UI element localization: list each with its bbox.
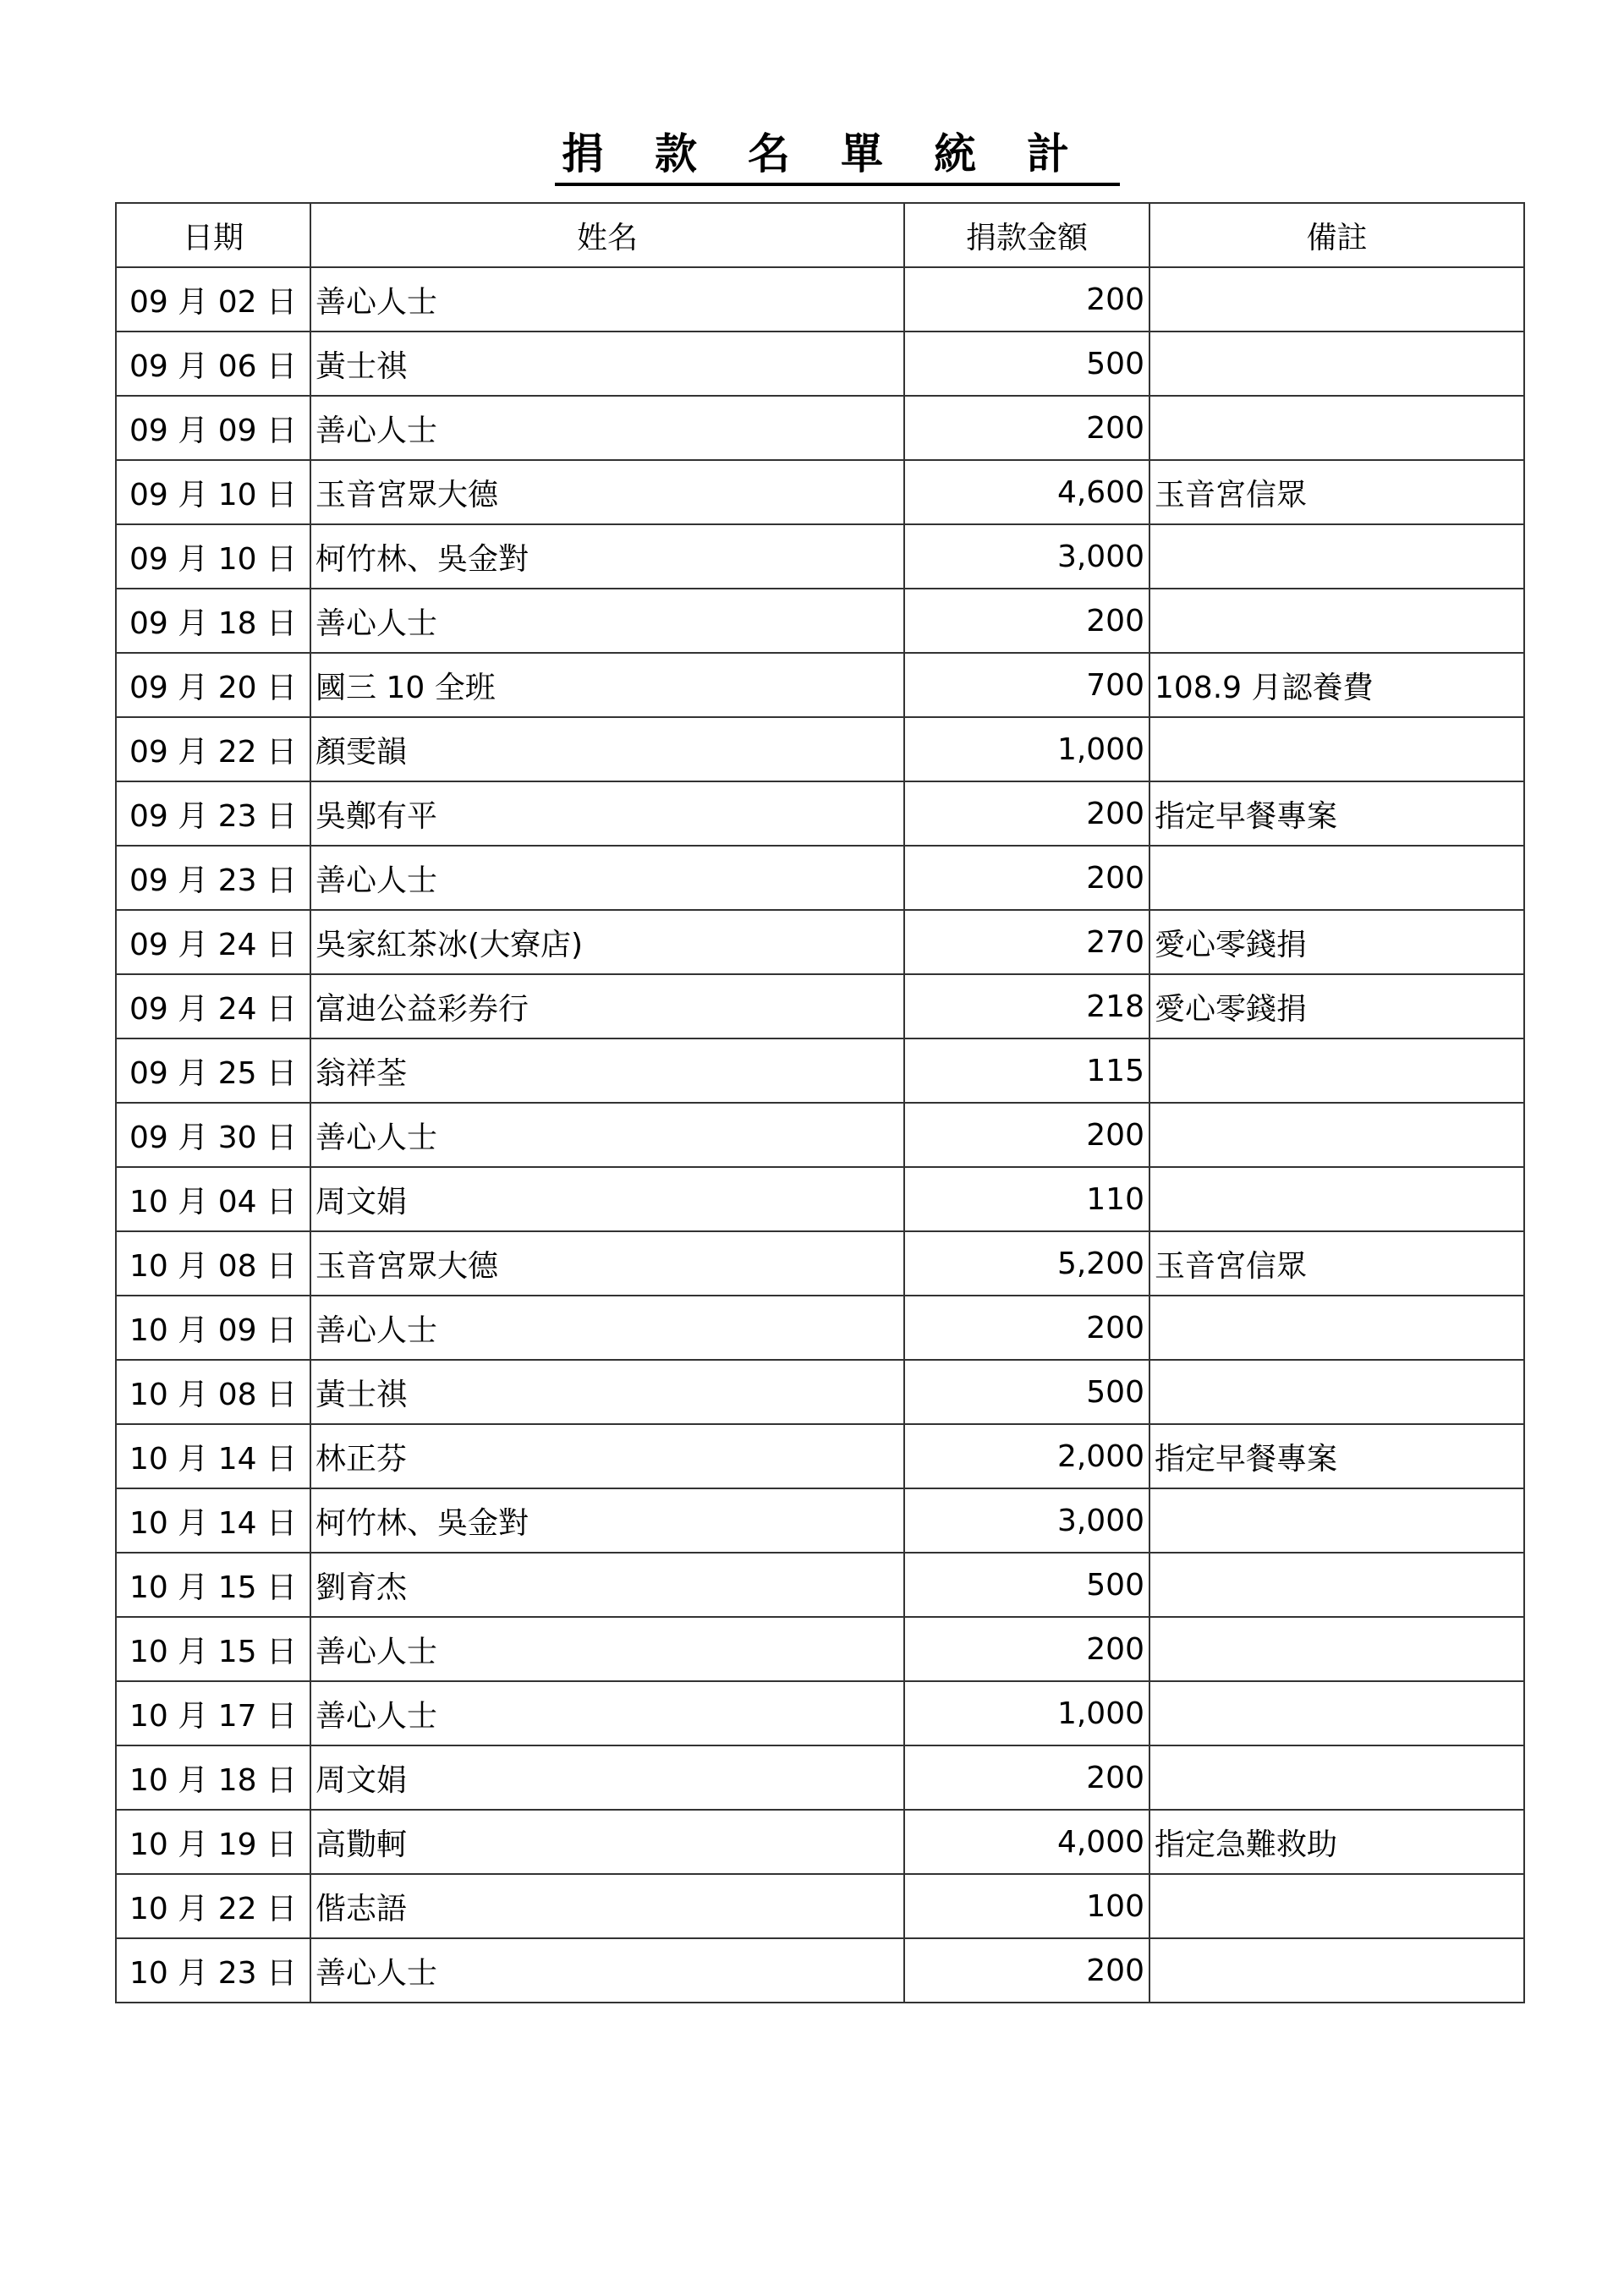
note-cell: 108.9 月認養費: [1149, 653, 1524, 717]
page-title: [0, 129, 1624, 186]
column-header-name: 姓名: [310, 203, 904, 267]
date-cell: 10 月 14 日: [116, 1488, 310, 1553]
amount-cell: 3,000: [904, 524, 1149, 589]
table-body: [116, 267, 1524, 2003]
date-cell: 10 月 08 日: [116, 1231, 310, 1296]
note-cell: [1149, 1938, 1524, 2003]
name-cell: 周文娟: [310, 1745, 904, 1810]
note-cell: 愛心零錢捐: [1149, 974, 1524, 1038]
date-cell: 10 月 22 日: [116, 1874, 310, 1938]
note-cell: 玉音宮信眾: [1149, 1231, 1524, 1296]
name-cell: 高勩軻: [310, 1810, 904, 1874]
amount-cell: 200: [904, 1745, 1149, 1810]
note-cell: 指定急難救助: [1149, 1810, 1524, 1874]
note-cell: [1149, 1874, 1524, 1938]
donation-table: [115, 202, 1525, 2003]
name-cell: 柯竹林、吳金對: [310, 1488, 904, 1553]
date-cell: 10 月 08 日: [116, 1360, 310, 1424]
amount-cell: 200: [904, 846, 1149, 910]
date-cell: 10 月 23 日: [116, 1938, 310, 2003]
note-cell: 指定早餐專案: [1149, 1424, 1524, 1488]
name-cell: 富迪公益彩券行: [310, 974, 904, 1038]
amount-cell: 200: [904, 1938, 1149, 2003]
name-cell: 善心人士: [310, 267, 904, 332]
note-cell: [1149, 1360, 1524, 1424]
table-row: [116, 1553, 1524, 1617]
note-cell: 指定早餐專案: [1149, 781, 1524, 846]
table-row: [116, 781, 1524, 846]
amount-cell: 115: [904, 1038, 1149, 1103]
date-cell: 09 月 30 日: [116, 1103, 310, 1167]
amount-cell: 4,600: [904, 460, 1149, 524]
note-cell: [1149, 524, 1524, 589]
date-cell: 09 月 02 日: [116, 267, 310, 332]
amount-cell: 500: [904, 1553, 1149, 1617]
name-cell: 善心人士: [310, 1103, 904, 1167]
note-cell: [1149, 1167, 1524, 1231]
date-cell: 09 月 10 日: [116, 524, 310, 589]
date-cell: 09 月 25 日: [116, 1038, 310, 1103]
amount-cell: 1,000: [904, 717, 1149, 781]
column-header-amount: 捐款金額: [904, 203, 1149, 267]
table-row: [116, 1167, 1524, 1231]
table-row: [116, 846, 1524, 910]
amount-cell: 2,000: [904, 1424, 1149, 1488]
name-cell: 國三 10 全班: [310, 653, 904, 717]
name-cell: 黃士祺: [310, 1360, 904, 1424]
note-cell: [1149, 332, 1524, 396]
table-row: [116, 1231, 1524, 1296]
page-title-text: 捐款名單統計: [555, 129, 1120, 186]
table-row: [116, 1360, 1524, 1424]
note-cell: [1149, 589, 1524, 653]
table-row: [116, 974, 1524, 1038]
table-row: [116, 267, 1524, 332]
date-cell: 09 月 20 日: [116, 653, 310, 717]
note-cell: [1149, 1553, 1524, 1617]
table-row: [116, 524, 1524, 589]
date-cell: 10 月 19 日: [116, 1810, 310, 1874]
table-row: [116, 1810, 1524, 1874]
name-cell: 周文娟: [310, 1167, 904, 1231]
note-cell: [1149, 846, 1524, 910]
date-cell: 10 月 09 日: [116, 1296, 310, 1360]
table-row: [116, 332, 1524, 396]
date-cell: 10 月 18 日: [116, 1745, 310, 1810]
name-cell: 善心人士: [310, 846, 904, 910]
name-cell: 偕志語: [310, 1874, 904, 1938]
date-cell: 09 月 18 日: [116, 589, 310, 653]
table-row: [116, 1424, 1524, 1488]
amount-cell: 218: [904, 974, 1149, 1038]
table-row: [116, 460, 1524, 524]
column-header-note: 備註: [1149, 203, 1524, 267]
amount-cell: 700: [904, 653, 1149, 717]
amount-cell: 100: [904, 1874, 1149, 1938]
date-cell: 09 月 24 日: [116, 910, 310, 974]
name-cell: 善心人士: [310, 589, 904, 653]
date-cell: 10 月 15 日: [116, 1617, 310, 1681]
date-cell: 09 月 22 日: [116, 717, 310, 781]
amount-cell: 3,000: [904, 1488, 1149, 1553]
table-row: [116, 1038, 1524, 1103]
amount-cell: 110: [904, 1167, 1149, 1231]
date-cell: 10 月 04 日: [116, 1167, 310, 1231]
name-cell: 善心人士: [310, 1938, 904, 2003]
name-cell: 顏雯韻: [310, 717, 904, 781]
note-cell: [1149, 1681, 1524, 1745]
table-row: [116, 1938, 1524, 2003]
amount-cell: 200: [904, 1103, 1149, 1167]
table-row: [116, 1617, 1524, 1681]
amount-cell: 500: [904, 332, 1149, 396]
table-row: [116, 717, 1524, 781]
date-cell: 09 月 10 日: [116, 460, 310, 524]
name-cell: 玉音宮眾大德: [310, 1231, 904, 1296]
table-row: [116, 653, 1524, 717]
name-cell: 善心人士: [310, 1617, 904, 1681]
table-row: [116, 1296, 1524, 1360]
date-cell: 09 月 06 日: [116, 332, 310, 396]
table-row: [116, 589, 1524, 653]
note-cell: [1149, 1038, 1524, 1103]
note-cell: [1149, 1617, 1524, 1681]
name-cell: 翁祥荃: [310, 1038, 904, 1103]
name-cell: 善心人士: [310, 1296, 904, 1360]
table-row: [116, 1103, 1524, 1167]
date-cell: 09 月 09 日: [116, 396, 310, 460]
note-cell: [1149, 1488, 1524, 1553]
date-cell: 10 月 17 日: [116, 1681, 310, 1745]
note-cell: 玉音宮信眾: [1149, 460, 1524, 524]
name-cell: 玉音宮眾大德: [310, 460, 904, 524]
table-row: [116, 1874, 1524, 1938]
table-header-row: [116, 203, 1524, 267]
note-cell: [1149, 1745, 1524, 1810]
amount-cell: 200: [904, 781, 1149, 846]
amount-cell: 200: [904, 1617, 1149, 1681]
date-cell: 10 月 14 日: [116, 1424, 310, 1488]
amount-cell: 200: [904, 589, 1149, 653]
amount-cell: 1,000: [904, 1681, 1149, 1745]
date-cell: 10 月 15 日: [116, 1553, 310, 1617]
date-cell: 09 月 24 日: [116, 974, 310, 1038]
amount-cell: 500: [904, 1360, 1149, 1424]
name-cell: 吳鄭有平: [310, 781, 904, 846]
name-cell: 吳家紅茶冰(大寮店): [310, 910, 904, 974]
table-row: [116, 1488, 1524, 1553]
date-cell: 09 月 23 日: [116, 846, 310, 910]
amount-cell: 4,000: [904, 1810, 1149, 1874]
name-cell: 林正芬: [310, 1424, 904, 1488]
amount-cell: 200: [904, 396, 1149, 460]
name-cell: 劉育杰: [310, 1553, 904, 1617]
note-cell: [1149, 396, 1524, 460]
date-cell: 09 月 23 日: [116, 781, 310, 846]
amount-cell: 200: [904, 1296, 1149, 1360]
amount-cell: 270: [904, 910, 1149, 974]
table-row: [116, 396, 1524, 460]
amount-cell: 200: [904, 267, 1149, 332]
note-cell: [1149, 1296, 1524, 1360]
column-header-date: 日期: [116, 203, 310, 267]
note-cell: 愛心零錢捐: [1149, 910, 1524, 974]
note-cell: [1149, 1103, 1524, 1167]
name-cell: 柯竹林、吳金對: [310, 524, 904, 589]
table-row: [116, 1681, 1524, 1745]
note-cell: [1149, 717, 1524, 781]
amount-cell: 5,200: [904, 1231, 1149, 1296]
name-cell: 善心人士: [310, 396, 904, 460]
table-row: [116, 910, 1524, 974]
name-cell: 黃士祺: [310, 332, 904, 396]
table-row: [116, 1745, 1524, 1810]
note-cell: [1149, 267, 1524, 332]
name-cell: 善心人士: [310, 1681, 904, 1745]
